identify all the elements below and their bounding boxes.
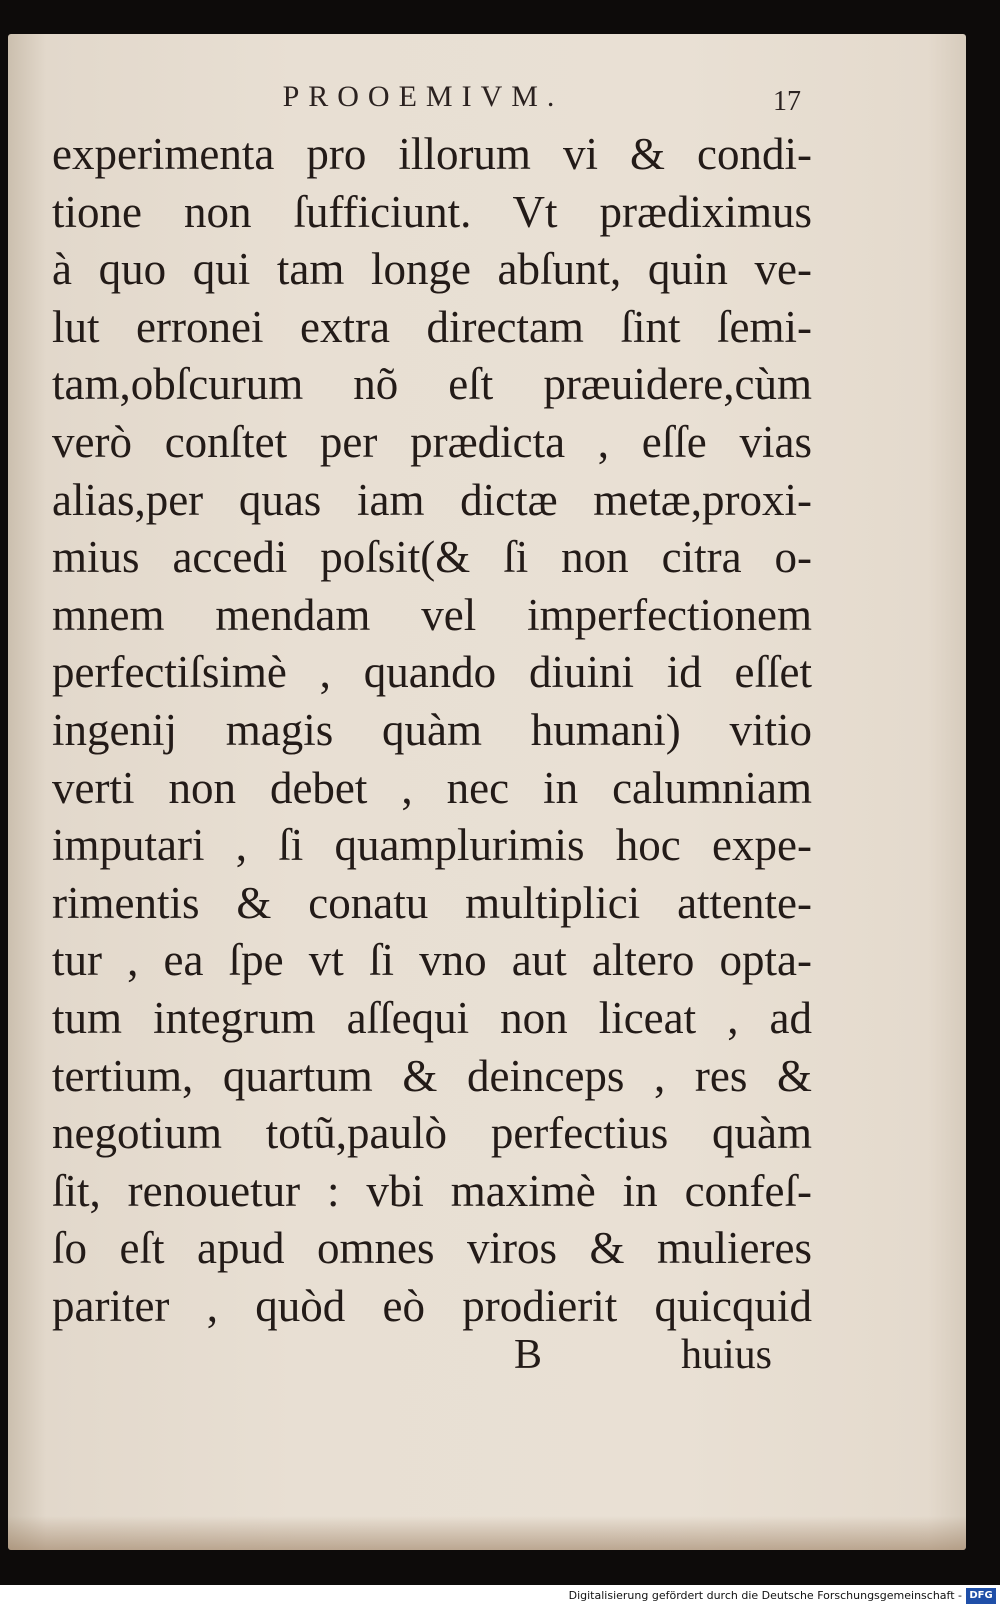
text-line: perfectiſsimè , quando diuini id eſſet — [52, 647, 812, 698]
text-line: alias,per quas iam dictæ metæ,proxi- — [52, 474, 812, 525]
text-line: verti non debet , nec in calumniam — [52, 762, 812, 813]
book-page — [8, 34, 966, 1550]
text-line: tum integrum aſſequi non liceat , ad — [52, 992, 812, 1043]
text-line: negotium totũ,paulò perfectius quàm — [52, 1108, 812, 1159]
text-line: experimenta pro illorum vi & condi- — [52, 129, 812, 179]
text-line: ſo eſt apud omnes viros & mulieres — [52, 1223, 812, 1274]
text-line: rimentis & conatu multiplici attente- — [52, 877, 812, 928]
page-edge-shadow — [8, 1516, 966, 1550]
text-line: imputari , ſi quamplurimis hoc expe- — [52, 820, 812, 871]
text-line: tertium, quartum & deinceps , res & — [52, 1050, 812, 1101]
page-number: 17 — [773, 86, 801, 117]
text-block — [52, 126, 812, 1335]
text-line: à quo qui tam longe abſunt, quin ve- — [52, 244, 812, 295]
dfg-logo: DFG — [966, 1588, 996, 1604]
text-line: pariter , quòd eò prodierit quicquid — [52, 1280, 812, 1331]
text-line: tam,obſcurum nõ eſt præuidere,cùm — [52, 359, 812, 410]
text-line: tione non ſufficiunt. Vt prædiximus — [52, 186, 812, 237]
text-line: mius accedi poſsit(& ſi non citra o- — [52, 532, 812, 583]
digitization-credit: Digitalisierung gefördert durch die Deutsche Forschungsgemeinschaft - — [568, 1589, 962, 1602]
running-head: PROOEMIVM. — [282, 80, 564, 113]
catchword: huius — [680, 1332, 772, 1378]
text-line: lut erronei extra directam ſint ſemi- — [52, 301, 812, 352]
text-line: tur , ea ſpe vt ſi vno aut altero opta- — [52, 935, 812, 986]
text-line: ſit, renouetur : vbi maximè in confeſ- — [52, 1165, 812, 1216]
text-line: verò conſtet per prædicta , eſſe vias — [52, 416, 812, 467]
text-line: mnem mendam vel imperfectionem — [52, 589, 812, 640]
signature-mark: B — [514, 1332, 543, 1378]
text-line: ingenij magis quàm humani) vitio — [52, 704, 812, 755]
catch-row — [52, 1331, 772, 1391]
footer-bar — [0, 1585, 1000, 1608]
